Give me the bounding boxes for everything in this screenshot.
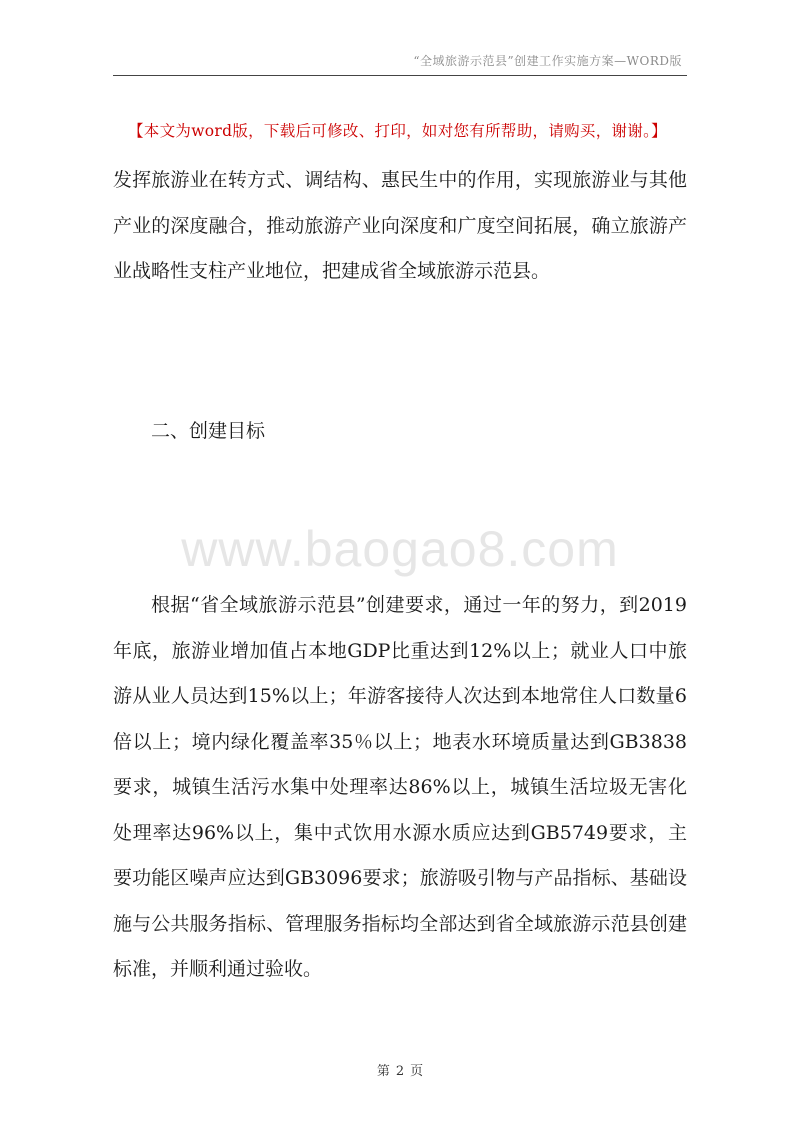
header-divider xyxy=(113,75,687,76)
page-header: “全域旅游示范县”创建工作实施方案—WORD版 xyxy=(413,54,682,68)
intro-paragraph: 发挥旅游业在转方式、调结构、惠民生中的作用，实现旅游业与其他产业的深度融合，推动旅游产业向深度和广度空间拓展，确立旅游产业战略性支柱产业地位，把建成省全域旅游示范县。 xyxy=(113,169,687,282)
page-number-footer xyxy=(0,1060,800,1079)
section-heading: 二、创建目标 xyxy=(151,420,266,442)
watermark: www.baogao8.com xyxy=(181,521,619,577)
goal-paragraph: 根据“省全域旅游示范县”创建要求，通过一年的努力，到2019年底，旅游业增加值占本地GDP比重达到12%以上；就业人口中旅游从业人员达到15%以上；年游客接待人次达到本地常住人口数量6倍以上；境内绿化覆盖率35％以上；地表水环境质量达到GB3838要求，城镇生活污水集中处理率达86%以上，城镇生活垃圾无害化处理率达96%以上，集中式饮用水源水质应达到GB5749要求，主要功能区噪声应达到GB3096要求；旅游吸引物与产品指标、基础设施与公共服务指标、管理服务指标均全部达到省全域旅游示范县创建标准，并顺利通过验收。 xyxy=(113,594,687,980)
page-prefix: 第 xyxy=(376,1064,390,1079)
page-suffix: 页 xyxy=(410,1064,424,1079)
page-number: 2 xyxy=(395,1064,405,1079)
download-notice: 【本文为word版，下载后可修改、打印，如对您有所帮助，请购买，谢谢。】 xyxy=(128,122,667,140)
